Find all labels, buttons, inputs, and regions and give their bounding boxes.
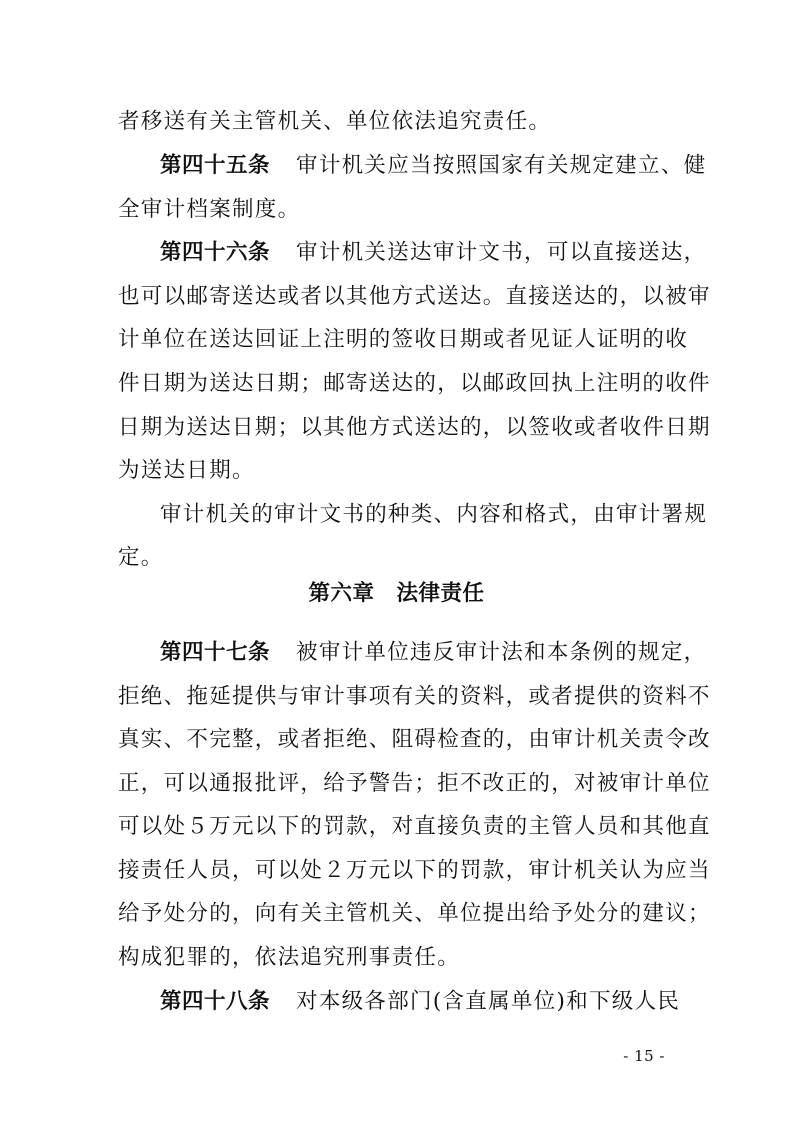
article-46-heading: 第四十六条 — [160, 240, 271, 265]
paragraph-46b-line-1: 审计机关的审计文书的种类、内容和格式，由审计署规 — [160, 502, 708, 527]
article-46-line-1: 第四十六条 审计机关送达审计文书，可以直接送达， — [160, 240, 707, 265]
article-47-line-2: 拒绝、拖延提供与审计事项有关的资料，或者提供的资料不 — [118, 684, 711, 709]
article-46-line-5: 日期为送达日期；以其他方式送达的，以签收或者收件日期 — [118, 415, 711, 440]
paragraph-46b-line-2: 定。 — [118, 545, 164, 570]
article-46-line-2: 也可以邮寄送达或者以其他方式送达。直接送达的，以被审 — [118, 284, 711, 309]
article-47-line-5: 可以处５万元以下的罚款，对直接负责的主管人员和其他直 — [118, 814, 711, 839]
page-number: - 15 - — [623, 1047, 665, 1065]
chapter-number: 第六章 — [308, 581, 375, 606]
article-48-line-1: 第四十八条 对本级各部门(含直属单位)和下级人民 — [160, 989, 681, 1014]
article-45-line-1: 第四十五条 审计机关应当按照国家有关规定建立、健 — [160, 153, 707, 178]
chapter-title: 法律责任 — [396, 581, 485, 606]
article-46-line-4: 件日期为送达日期；邮寄送达的，以邮政回执上注明的收件 — [118, 371, 711, 396]
article-48-heading: 第四十八条 — [160, 989, 271, 1014]
article-46-line-3: 计单位在送达回证上注明的签收日期或者见证人证明的收 — [118, 327, 689, 352]
article-47-line-6: 接责任人员，可以处２万元以下的罚款，审计机关认为应当 — [118, 858, 711, 883]
article-47-line-7: 给予处分的，向有关主管机关、单位提出给予处分的建议； — [118, 901, 711, 926]
paragraph-continuation-line: 者移送有关主管机关、单位依法追究责任。 — [118, 109, 552, 134]
article-46-line-6: 为送达日期。 — [118, 458, 255, 483]
article-47-line-8: 构成犯罪的，依法追究刑事责任。 — [118, 945, 461, 970]
article-47-heading: 第四十七条 — [160, 640, 271, 665]
article-45-heading: 第四十五条 — [160, 153, 271, 178]
article-47-line-1: 第四十七条 被审计单位违反审计法和本条例的规定， — [160, 640, 707, 665]
article-47-line-4: 正，可以通报批评，给予警告；拒不改正的，对被审计单位 — [118, 771, 711, 796]
chapter-heading — [0, 574, 793, 614]
article-45-line-2: 全审计档案制度。 — [118, 197, 301, 222]
article-47-line-3: 真实、不完整，或者拒绝、阻碍检查的，由审计机关责令改 — [118, 727, 711, 752]
